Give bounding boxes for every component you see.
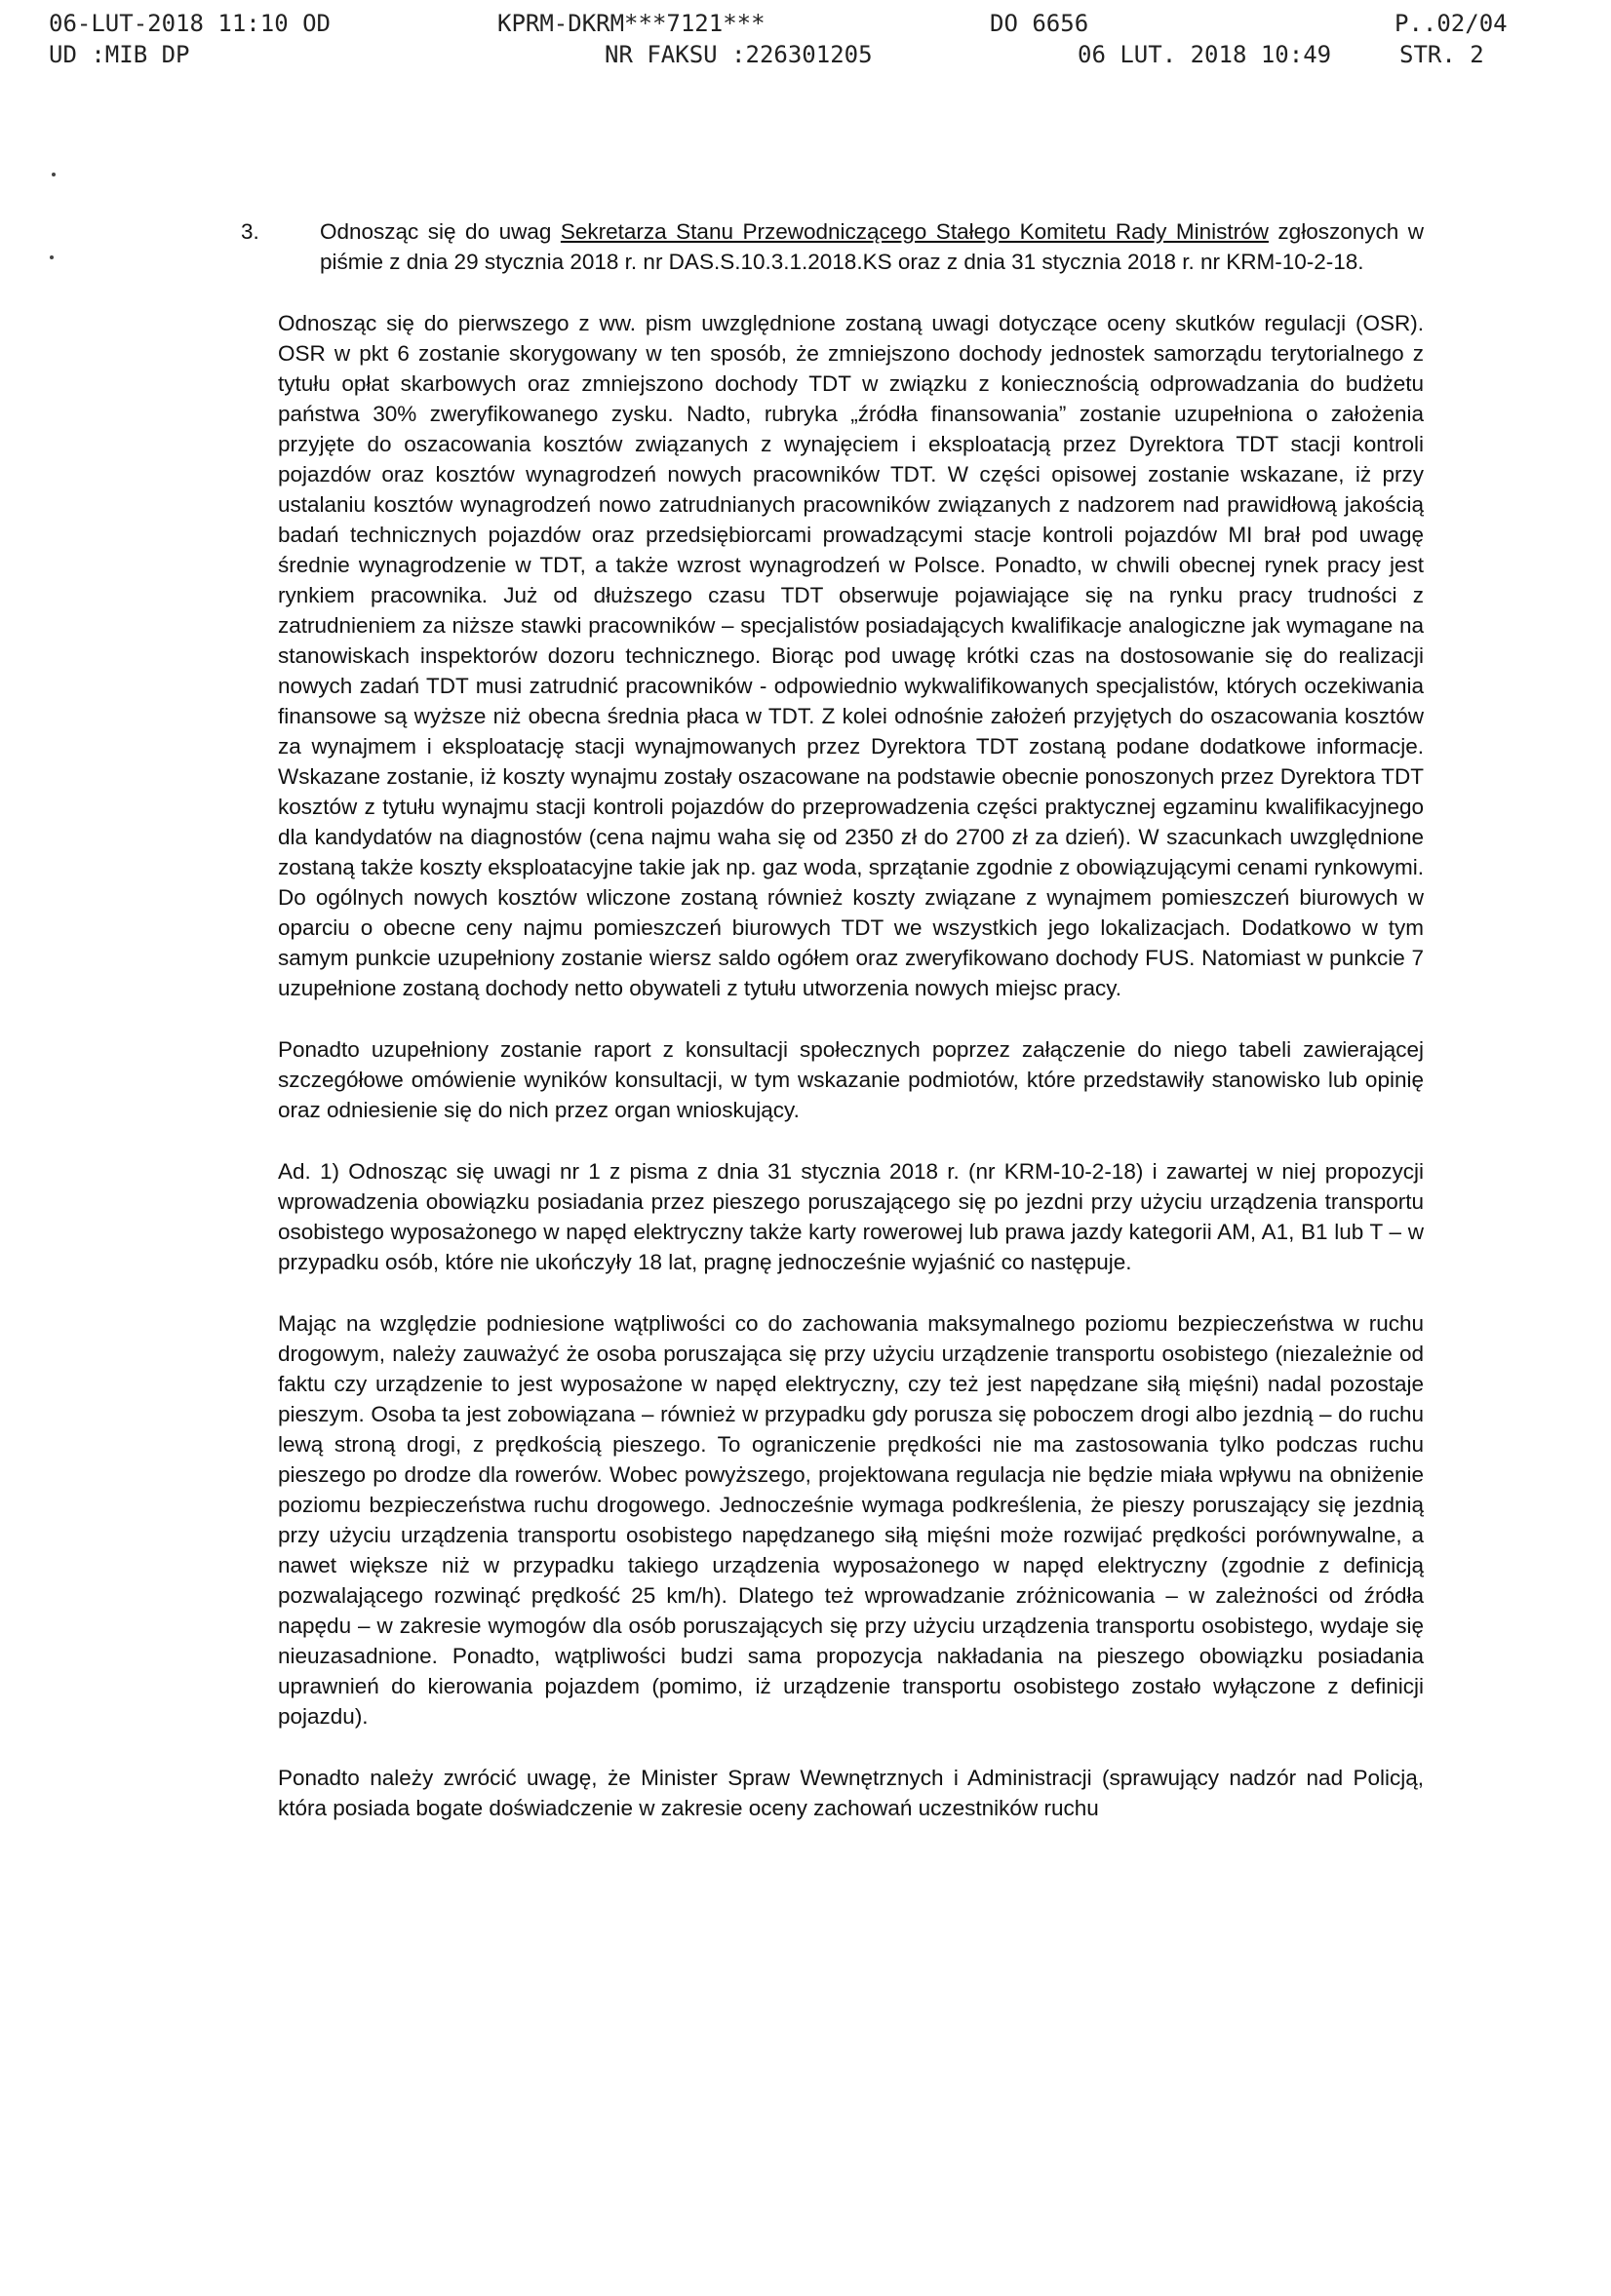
item-text-prefix: Odnosząc się do uwag xyxy=(320,219,561,244)
fax-header xyxy=(0,0,1611,88)
paragraph: Mając na względzie podniesione wątpliwości co do zachowania maksymalnego poziomu bezpieczeństwa w ruchu drogowym, należy zauważyć że osoba poruszająca się przy użyciu urządzenie transportu osobistego (niezależnie od faktu czy urządzenie to jest wyposażone w napęd elektryczny, czy też jest napędzane siłą mięśni) nadal pozostaje pieszym. Osoba ta jest zobowiązana – również w przypadku gdy porusza się poboczem drogi albo jezdnią – do ruchu lewą stroną drogi, z prędkością pieszego. To ograniczenie prędkości nie ma zastosowania tylko podczas ruchu pieszego po drodze dla rowerów. Wobec powyższego, projektowana regulacja nie będzie miała wpływu na obniżenie poziomu bezpieczeństwa ruchu drogowego. Jednocześnie wymaga podkreślenia, że pieszy poruszający się jezdnią przy użyciu urządzenia transportu osobistego napędzanego siłą mięśni może rozwijać prędkości porównywalne, a nawet większe niż w przypadku takiego urządzenia wyposażonego w napęd elektryczny (zgodnie z definicją pozwalającego rozwinąć prędkość 25 km/h). Dlatego też wprowadzanie zróżnicowania – w zależności od źródła napędu – w zakresie wymogów dla osób poruszających się przy użyciu urządzenia transportu osobistego, wydaje się nieuzasadnione. Ponadto, wątpliwości budzi sama propozycja nakładania na pieszego obowiązku posiadania uprawnień do kierowania pojazdem (pomimo, iż urządzenie transportu osobistego zostało wyłączone z definicji pojazdu). xyxy=(278,1311,1424,1729)
paragraph: Ad. 1) Odnosząc się uwagi nr 1 z pisma z dnia 31 stycznia 2018 r. (nr KRM-10-2-18) i zawartej w niej propozycji wprowadzenia obowiązku posiadania przez pieszego poruszającego się po jezdni przy użyciu urządzenia transportu osobistego wyposażonego w napęd elektryczny także karty rowerowej lub prawa jazdy kategorii AM, A1, B1 lub T – w przypadku osób, które nie ukończyły 18 lat, pragnę jednocześnie wyjaśnić co następuje. xyxy=(278,1159,1424,1274)
paragraph: Ponadto uzupełniony zostanie raport z konsultacji społecznych poprzez załączenie do niego tabeli zawierającej szczegółowe omówienie wyników konsultacji, w tym wskazanie podmiotów, które przedstawiły stanowisko lub opinię oraz odniesienie się do nich przez organ wnioskujący. xyxy=(278,1037,1424,1122)
fax-header-fax-number: NR FAKSU :226301205 xyxy=(605,41,873,68)
fax-header-received-time: 06 LUT. 2018 10:49 xyxy=(1078,41,1332,68)
fax-header-origin: UD :MIB DP xyxy=(49,41,190,68)
item-text-underlined: Sekretarza Stanu Przewodniczącego Stałego Komitetu Rady Ministrów xyxy=(560,219,1269,244)
item-number: 3. xyxy=(241,219,259,244)
paragraph: Ponadto należy zwrócić uwagę, że Minister Spraw Wewnętrznych i Administracji (sprawujący nadzór nad Policją, która posiada bogate doświadczenie w zakresie oceny zachowań uczestników ruchu xyxy=(278,1766,1424,1820)
fax-header-sheet: STR. 2 xyxy=(1399,41,1484,68)
numbered-item xyxy=(241,216,1424,277)
paragraph: Odnosząc się do pierwszego z ww. pism uwzględnione zostaną uwagi dotyczące oceny skutków regulacji (OSR). OSR w pkt 6 zostanie skorygowany w ten sposób, że zmniejszono dochody jednostek samorządu terytorialnego z tytułu opłat skarbowych oraz zmniejszono dochody TDT w związku z koniecznością odprowadzania do budżetu państwa 30% zweryfikowanego zysku. Nadto, rubryka „źródła finansowania” zostanie uzupełniona o założenia przyjęte do oszacowania kosztów związanych z wynajęciem i eksploatacją przez Dyrektora TDT stacji kontroli pojazdów oraz kosztów wynagrodzeń nowych pracowników TDT. W części opisowej zostanie wskazane, iż przy ustalaniu kosztów wynagrodzeń nowo zatrudnianych pracowników związanych z nadzorem nad prawidłową jakością badań technicznych pojazdów oraz przedsiębiorcami prowadzącymi stacje kontroli pojazdów MI brał pod uwagę średnie wynagrodzenie w TDT, a także wzrost wynagrodzeń w Polsce. Ponadto, w chwili obecnej rynek pracy jest rynkiem pracownika. Już od dłuższego czasu TDT obserwuje pojawiające się na rynku pracy trudności z zatrudnieniem za niższe stawki pracowników – specjalistów posiadających kwalifikacje analogiczne jak wymagane na stanowiskach inspektorów dozoru technicznego. Biorąc pod uwagę krótki czas na dostosowanie się do realizacji nowych zadań TDT musi zatrudnić pracowników - odpowiednio wykwalifikowanych specjalistów, których oczekiwania finansowe są wyższe niż obecna średnia płaca w TDT. Z kolei odnośnie założeń przyjętych do oszacowania kosztów za wynajmem i eksploatację stacji wynajmowanych przez Dyrektora TDT zostaną podane dodatkowe informacje. Wskazane zostanie, iż koszty wynajmu zostały oszacowane na podstawie obecnie ponoszonych przez Dyrektora TDT kosztów z tytułu wynajmu stacji kontroli pojazdów do przeprowadzenia części praktycznej egzaminu kwalifikacyjnego dla kandydatów na diagnostów (cena najmu waha się od 2350 zł do 2700 zł za dzień). W szacunkach uwzględnione zostaną także koszty eksploatacyjne takie jak np. gaz woda, sprzątanie zgodnie z obowiązującymi cenami rynkowymi. Do ogólnych nowych kosztów wliczone zostaną również koszty związane z wynajmem pomieszczeń biurowych w oparciu o obecne ceny najmu pomieszczeń biurowych TDT we wszystkich jego lokalizacjach. Dodatkowo w tym samym punkcie uzupełniony zostanie wiersz saldo ogółem oraz zweryfikowano dochody FUS. Natomiast w punkcie 7 uzupełnione zostaną dochody netto obywateli z tytułu utworzenia nowych miejsc pracy. xyxy=(278,311,1424,1000)
fax-header-sender: KPRM-DKRM***7121*** xyxy=(497,10,766,37)
fax-header-date-time: 06-LUT-2018 11:10 OD xyxy=(49,10,331,37)
document-body xyxy=(241,216,1424,1854)
fax-header-page: P..02/04 xyxy=(1395,10,1508,37)
scan-speck xyxy=(52,173,56,176)
item-text-suffix: zgłoszonych w piśmie z dnia 29 stycznia 2018 r. nr DAS.S.10.3.1.2018.KS oraz z dnia 31 stycznia 2018 r. nr KRM-10-2-18. xyxy=(320,219,1424,274)
scan-speck xyxy=(50,255,54,259)
fax-header-recipient: DO 6656 xyxy=(990,10,1089,37)
